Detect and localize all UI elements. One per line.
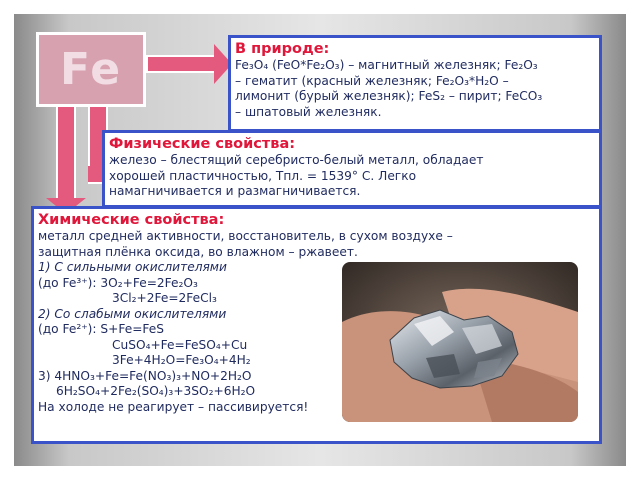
arrow-down-shaft — [56, 107, 76, 202]
reaction-line: 3Fe+4H₂O=Fe₃O₄+4H₂ — [112, 353, 251, 367]
chemical-intro-line: металл средней активности, восстановитель, в сухом воздухе – — [38, 229, 453, 243]
nature-line: Fe₃O₄ (FeO*Fe₂O₃) – магнитный железняк; Fe₂O₃ — [235, 58, 538, 72]
element-tile — [36, 32, 146, 107]
reaction-line: 6H₂SO₄+2Fe₂(SO₄)₃+3SO₂+6H₂O — [56, 384, 256, 398]
chemical-title: Химические свойства: — [38, 212, 225, 228]
arrow-right-shaft — [146, 55, 218, 73]
physical-line: железо – блестящий серебристо-белый металл, обладает — [109, 153, 484, 167]
physical-box — [102, 130, 602, 208]
chemical-intro-line: защитная плёнка оксида, во влажном – ржавеет. — [38, 244, 358, 259]
element-symbol: Fe — [59, 44, 123, 95]
weak-oxidizers-heading: 2) Со слабыми окислителями — [38, 306, 227, 321]
strong-oxidizers-heading: 1) С сильными окислителями — [38, 260, 227, 274]
iron-in-hand-image — [342, 262, 578, 422]
physical-title: Физические свойства: — [109, 136, 296, 152]
nature-line: лимонит (бурый железняк); FeS₂ – пирит; FeCO₃ — [235, 89, 543, 103]
iron-sample-photo — [342, 262, 578, 422]
passivation-note: На холоде не реагирует – пассивируется! — [38, 399, 309, 414]
reaction-line: CuSO₄+Fe=FeSO₄+Cu — [112, 337, 248, 352]
reaction-line: (до Fe³⁺): 3O₂+Fe=2Fe₂O₃ — [38, 275, 198, 290]
reaction-line: (до Fe²⁺): S+Fe=FeS — [38, 322, 164, 336]
physical-line: намагничивается и размагничивается. — [109, 184, 361, 198]
nature-box — [228, 35, 602, 132]
nature-line: – шпатовый железняк. — [235, 104, 382, 119]
reaction-line: 3) 4HNO₃+Fe=Fe(NO₃)₃+NO+2H₂O — [38, 368, 252, 383]
nature-line: – гематит (красный железняк; Fe₂O₃*H₂O – — [235, 73, 509, 88]
reaction-line: 3Cl₂+2Fe=2FeCl₃ — [112, 291, 217, 305]
physical-line: хорошей пластичностью, Тпл. = 1539° С. Легко — [109, 168, 417, 183]
nature-title: В природе: — [235, 41, 330, 57]
